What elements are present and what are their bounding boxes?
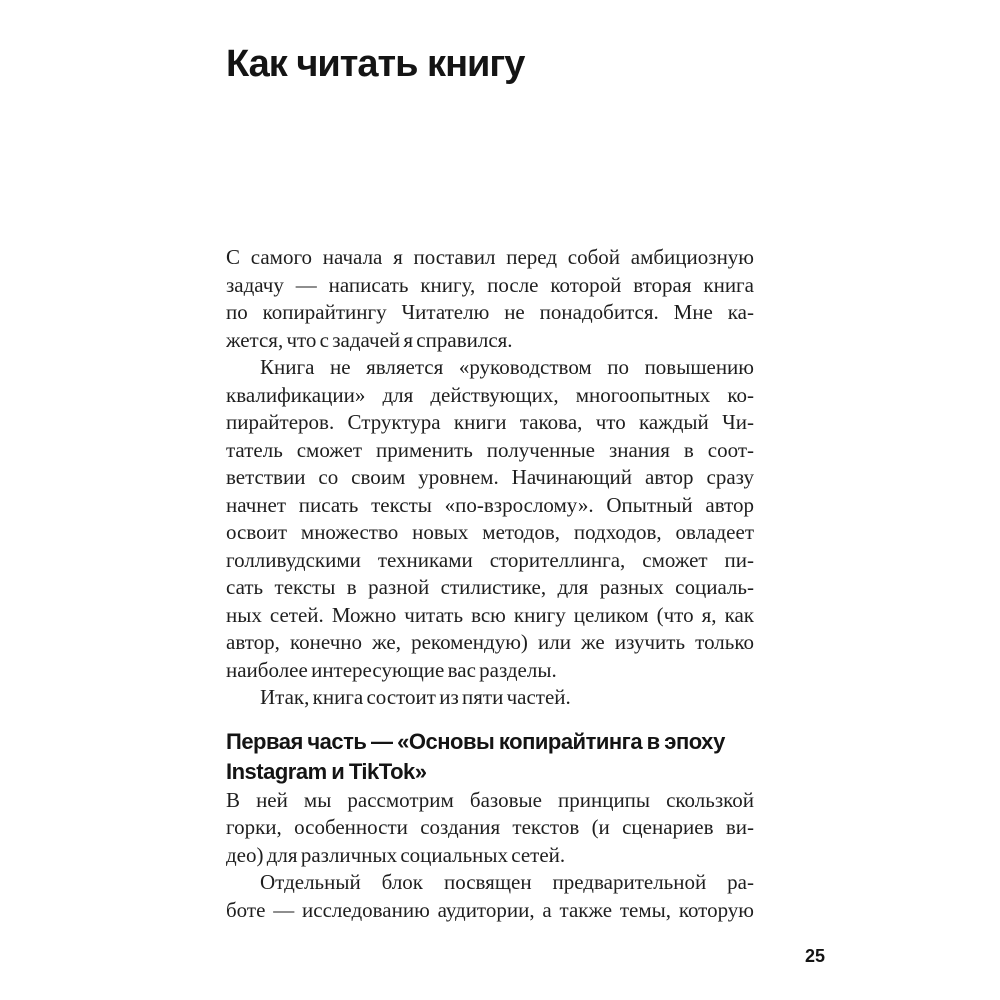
paragraph	[226, 787, 754, 870]
text-line: голливудскими техниками сторителлинга, сможет пи-	[226, 547, 754, 572]
paragraph	[226, 684, 754, 712]
text-line: пирайтеров. Структура книги такова, что каждый Чи-	[226, 410, 754, 434]
text-line: по копирайтингу Читателю не понадобится. Мне ка-	[226, 300, 754, 324]
text-line: Первая часть — «Основы копирайтинга в эпоху	[226, 728, 725, 754]
paragraph	[226, 869, 754, 924]
text-line: сать тексты в разной стилистике, для разных социаль-	[226, 575, 754, 599]
section-subheading	[226, 727, 754, 787]
text-line: жется, что с задачей я справился.	[226, 327, 513, 352]
page-body	[226, 244, 754, 924]
text-line: задачу — написать книгу, после которой вторая книга	[226, 272, 754, 297]
text-line: квалификации» для действующих, многоопытных ко-	[226, 382, 754, 407]
page-number: 25	[805, 946, 826, 966]
text-line: освоит множество новых методов, подходов, овладеет	[226, 520, 754, 544]
text-line: Итак, книга состоит из пяти частей.	[260, 685, 571, 709]
text-line: Книга не является «руководством по повышению	[260, 355, 754, 379]
page-title: Как читать книгу	[226, 43, 525, 86]
text-line: автор, конечно же, рекомендую) или же изучить только	[226, 630, 754, 654]
text-line: начнет писать тексты «по-взрослому». Опытный автор	[226, 492, 754, 517]
text-line: део) для различных социальных сетей.	[226, 842, 566, 867]
paragraph	[226, 244, 754, 354]
text-line: наиболее интересующие вас разделы.	[226, 657, 557, 682]
text-line: ных сетей. Можно читать всю книгу целиком (что я, как	[226, 602, 754, 627]
text-line: татель сможет применить полученные знания в соот-	[226, 437, 754, 462]
text-line: Instagram и TikTok»	[226, 758, 427, 784]
text-line: В ней мы рассмотрим базовые принципы скользкой	[226, 787, 754, 812]
text-line: боте — исследованию аудитории, а также темы, которую	[226, 897, 754, 922]
text-line: С самого начала я поставил перед собой амбициозную	[226, 245, 754, 269]
text-line: горки, особенности создания текстов (и сценариев ви-	[226, 815, 754, 839]
text-line: ветствии со своим уровнем. Начинающий автор сразу	[226, 465, 754, 489]
paragraph	[226, 354, 754, 684]
text-line: Отдельный блок посвящен предварительной ра-	[260, 870, 754, 894]
